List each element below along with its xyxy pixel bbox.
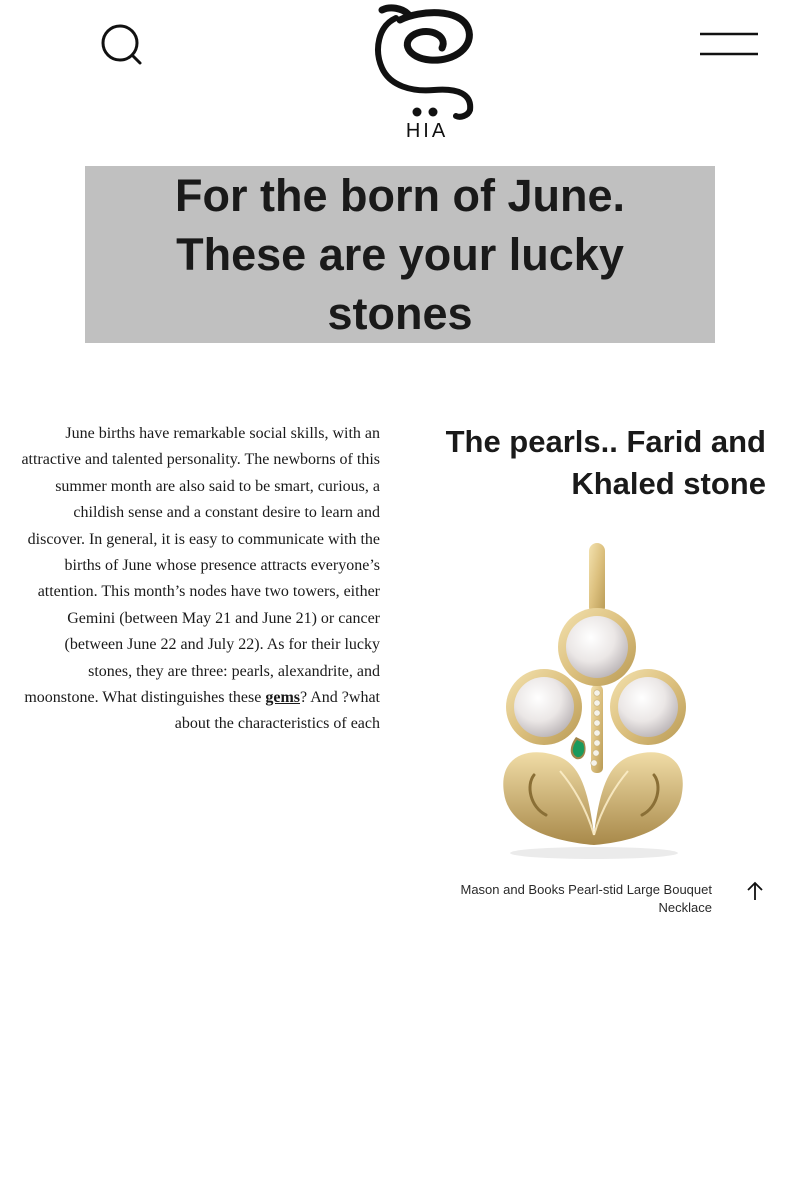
section-heading: The pearls.. Farid and Khaled stone	[445, 424, 766, 501]
arrow-up-icon	[744, 880, 766, 902]
hamburger-menu-icon	[698, 28, 760, 60]
logo-mark-icon	[360, 2, 490, 120]
article-text-end: ? And ?what about the characteristics of each	[174, 689, 380, 733]
logo-text: HIA	[405, 120, 449, 142]
hero-banner	[85, 166, 715, 343]
image-caption: Mason and Books Pearl-stid Large Bouquet Necklace	[460, 882, 712, 915]
gems-link[interactable]: gems	[265, 689, 301, 707]
site-logo[interactable]	[360, 2, 490, 147]
pearl-pendant-illustration	[490, 535, 690, 865]
article-paragraph	[18, 421, 380, 738]
scroll-to-top-button[interactable]	[744, 880, 766, 902]
menu-button[interactable]	[698, 28, 760, 60]
search-icon	[96, 20, 146, 70]
search-button[interactable]	[96, 20, 146, 70]
page-title: For the born of June. These are your lucky stones	[175, 170, 625, 339]
article-text: June births have remarkable social skills, with an attractive and talented personality. The newborns of this summer month are also said to be smart, curious, a childish sense and a constant desire to learn and discover. In general, it is easy to communicate with the births of June whose presence attracts everyone’s attention. This month’s nodes have two towers, either Gemini (between May 21 and June 21) or cancer (between June 22 and July 22). As for their lucky stones, they are three: pearls, alexandrite, and moonstone. What distinguishes these	[21, 425, 380, 707]
product-image[interactable]	[490, 535, 690, 865]
site-header	[0, 0, 800, 150]
